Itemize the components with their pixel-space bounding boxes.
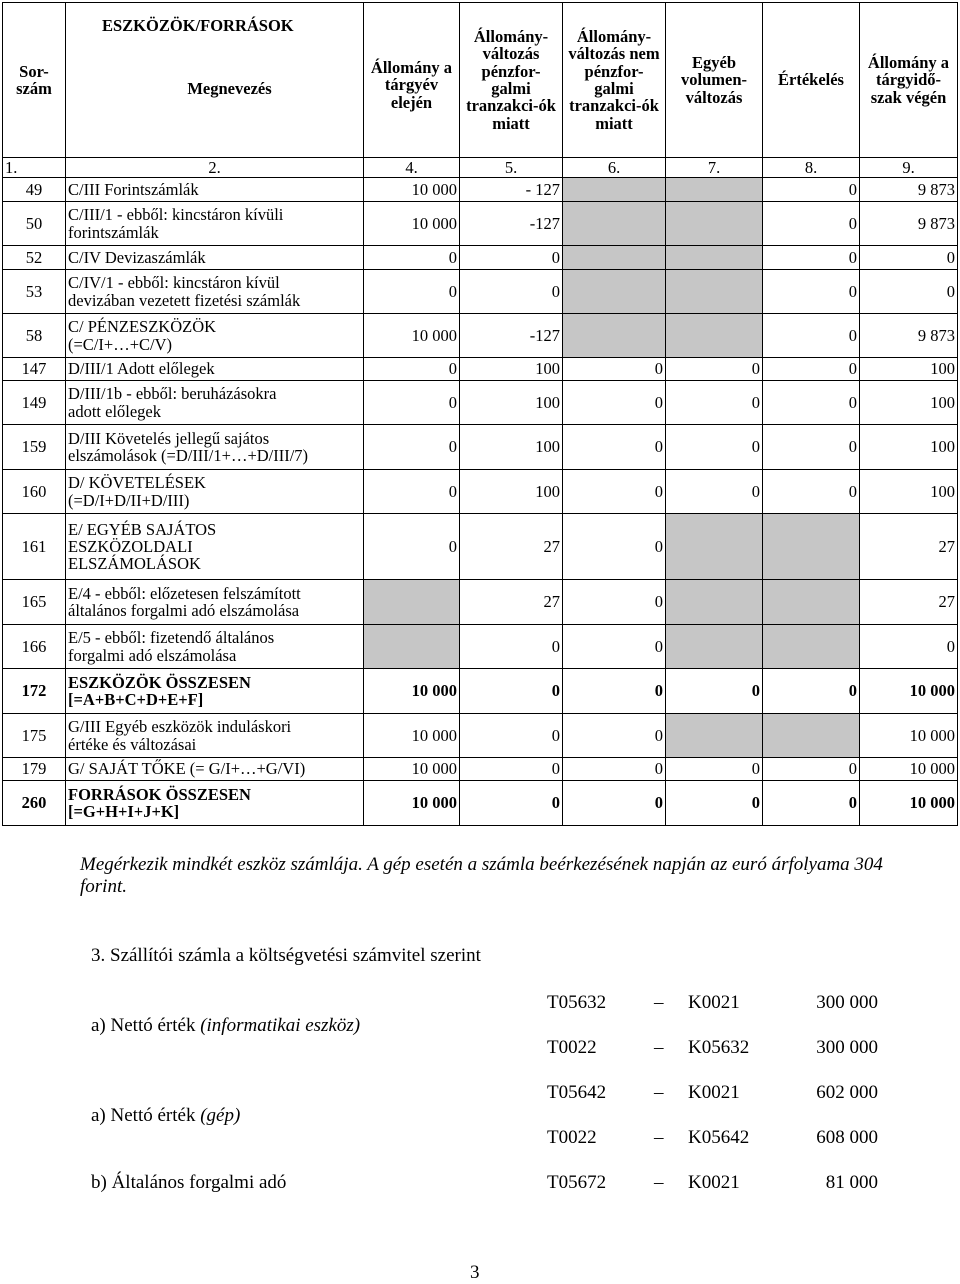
cell-c4: 10 000: [364, 714, 460, 758]
credit-account: K05632: [688, 1037, 750, 1058]
ledger-entry: [0, 1082, 960, 1106]
row-number: 53: [3, 270, 66, 314]
cell-c5: -127: [460, 314, 563, 358]
cell-c6: 0: [563, 580, 666, 625]
cell-c7: 0: [666, 425, 763, 470]
cell-c7: [666, 514, 763, 580]
ledger-label-prefix: a) Nettó érték: [91, 1014, 201, 1036]
cell-c5: 0: [460, 270, 563, 314]
cell-c4: 10 000: [364, 314, 460, 358]
ledger-label-prefix: a) Nettó érték: [91, 1104, 201, 1126]
header-egyeb: Egyéb volumen-változás: [666, 3, 763, 158]
row-name: D/ KÖVETELÉSEK (=D/I+D/II+D/III): [66, 470, 364, 514]
row-number: 166: [3, 625, 66, 669]
table-row: [3, 246, 958, 270]
cell-c7: 0: [666, 781, 763, 826]
cell-c8: [763, 580, 860, 625]
row-name: C/IV/1 - ebből: kincstáron kívül devizában vezetett fizetési számlák: [66, 270, 364, 314]
cell-c6: [563, 270, 666, 314]
row-number: 165: [3, 580, 66, 625]
cell-c9: 10 000: [860, 758, 958, 781]
cell-c5: 0: [460, 669, 563, 714]
header-megnevezes: Megnevezés: [187, 79, 272, 99]
cell-c9: 27: [860, 580, 958, 625]
balance-table: [2, 2, 958, 826]
row-number: 179: [3, 758, 66, 781]
cell-c6: 0: [563, 425, 666, 470]
ledger-label-text: [91, 1105, 240, 1127]
cell-c9: 100: [860, 358, 958, 381]
row-name: E/5 - ebből: fizetendő általános forgalmi adó elszámolása: [66, 625, 364, 669]
header-megnevezes-cell: [66, 3, 364, 158]
table-row: [3, 470, 958, 514]
row-name: D/III Követelés jellegű sajátos elszámolások (=D/III/1+…+D/III/7): [66, 425, 364, 470]
cell-c5: 100: [460, 358, 563, 381]
cell-c6: [563, 314, 666, 358]
colnum-2: 2.: [66, 158, 364, 178]
note-text: Megérkezik mindkét eszköz számlája. A gép esetén a számla beérkezésének napján az euró árfolyama 304 forint.: [80, 854, 883, 897]
cell-c7: [666, 314, 763, 358]
cell-c9: 10 000: [860, 669, 958, 714]
credit-account: K05642: [688, 1127, 750, 1148]
row-name: C/III/1 - ebből: kincstáron kívüli forintszámlák: [66, 202, 364, 246]
header-eszkozok: ESZKÖZÖK/FORRÁSOK: [102, 16, 294, 35]
row-name: C/IV Devizaszámlák: [66, 246, 364, 270]
row-name: D/III/1b - ebből: beruházásokra adott előlegek: [66, 381, 364, 425]
entry-amount: 602 000: [816, 1082, 878, 1103]
cell-c6: 0: [563, 625, 666, 669]
ledger-label-text: [91, 1172, 286, 1194]
cell-c9: 9 873: [860, 202, 958, 246]
cell-c9: 100: [860, 381, 958, 425]
cell-c4: 10 000: [364, 758, 460, 781]
cell-c6: 0: [563, 714, 666, 758]
ledger-label: [0, 1172, 960, 1196]
debit-account: T0022: [547, 1127, 597, 1148]
cell-c9: 10 000: [860, 714, 958, 758]
row-number: 149: [3, 381, 66, 425]
table-row: [3, 781, 958, 826]
row-number: 175: [3, 714, 66, 758]
table-row: [3, 625, 958, 669]
entry-dash: –: [654, 1172, 664, 1193]
cell-c7: [666, 714, 763, 758]
row-name: G/III Egyéb eszközök induláskori értéke és változásai: [66, 714, 364, 758]
cell-c8: [763, 514, 860, 580]
row-number: 147: [3, 358, 66, 381]
row-number: 50: [3, 202, 66, 246]
cell-c9: 0: [860, 246, 958, 270]
cell-c4: 0: [364, 358, 460, 381]
cell-c4: 0: [364, 425, 460, 470]
row-number: 52: [3, 246, 66, 270]
cell-c7: [666, 202, 763, 246]
row-number: 172: [3, 669, 66, 714]
row-number: 161: [3, 514, 66, 580]
colnum-1: 1.: [3, 158, 66, 178]
cell-c7: 0: [666, 358, 763, 381]
cell-c7: [666, 246, 763, 270]
ledger-entry: [0, 1037, 960, 1061]
row-name: G/ SAJÁT TŐKE (= G/I+…+G/VI): [66, 758, 364, 781]
cell-c6: 0: [563, 781, 666, 826]
entry-amount: 608 000: [816, 1127, 878, 1148]
cell-c9: 9 873: [860, 178, 958, 202]
cell-c6: 0: [563, 758, 666, 781]
cell-c6: 0: [563, 514, 666, 580]
ledger-label-prefix: b) Általános forgalmi adó: [91, 1172, 287, 1193]
row-number: 49: [3, 178, 66, 202]
credit-account: K0021: [688, 1172, 740, 1193]
ledger-label-text: [91, 1015, 360, 1037]
credit-account: K0021: [688, 992, 740, 1013]
cell-c5: 0: [460, 246, 563, 270]
header-sorszam: Sor- szám: [3, 3, 66, 158]
row-number: 260: [3, 781, 66, 826]
ledger-label-italic: (informatikai eszköz): [200, 1014, 361, 1036]
cell-c4: [364, 625, 460, 669]
row-number: 159: [3, 425, 66, 470]
cell-c8: 0: [763, 178, 860, 202]
header-penzforgalmi: Állomány-változás pénzfor-galmi tranzakci-ók miatt: [460, 3, 563, 158]
entry-dash: –: [654, 1127, 664, 1148]
cell-c5: 0: [460, 781, 563, 826]
cell-c9: 0: [860, 625, 958, 669]
cell-c7: [666, 625, 763, 669]
cell-c8: [763, 625, 860, 669]
entry-dash: –: [654, 1037, 664, 1058]
entry-dash: –: [654, 1082, 664, 1103]
cell-c7: [666, 270, 763, 314]
table-row: [3, 514, 958, 580]
cell-c7: 0: [666, 758, 763, 781]
debit-account: T05672: [547, 1172, 607, 1193]
entry-amount: 81 000: [825, 1172, 878, 1193]
header-nem-penzforgalmi: Állomány-változás nem pénzfor-galmi tranzakci-ók miatt: [563, 3, 666, 158]
cell-c8: 0: [763, 470, 860, 514]
cell-c9: 27: [860, 514, 958, 580]
row-number: 58: [3, 314, 66, 358]
table-row: [3, 580, 958, 625]
table-row: [3, 381, 958, 425]
ledger-entry: [0, 1127, 960, 1151]
cell-c9: 100: [860, 425, 958, 470]
cell-c8: 0: [763, 669, 860, 714]
colnum-6: 6.: [563, 158, 666, 178]
table-row: [3, 270, 958, 314]
cell-c7: [666, 580, 763, 625]
cell-c5: 100: [460, 425, 563, 470]
cell-c6: 0: [563, 381, 666, 425]
cell-c7: 0: [666, 669, 763, 714]
cell-c6: 0: [563, 358, 666, 381]
cell-c9: 10 000: [860, 781, 958, 826]
table-row: [3, 425, 958, 470]
ledger-label-italic: (gép): [200, 1104, 241, 1126]
table-row: [3, 202, 958, 246]
cell-c8: [763, 714, 860, 758]
entry-amount: 300 000: [816, 1037, 878, 1058]
debit-account: T05632: [547, 992, 607, 1013]
row-name: D/III/1 Adott előlegek: [66, 358, 364, 381]
credit-account: K0021: [688, 1082, 740, 1103]
header-allomany-elejen: Állomány a tárgyév elején: [364, 3, 460, 158]
cell-c6: 0: [563, 669, 666, 714]
cell-c4: 10 000: [364, 178, 460, 202]
cell-c8: 0: [763, 381, 860, 425]
cell-c4: 0: [364, 470, 460, 514]
row-name: E/4 - ebből: előzetesen felszámított általános forgalmi adó elszámolása: [66, 580, 364, 625]
column-number-row: [3, 158, 958, 178]
debit-account: T0022: [547, 1037, 597, 1058]
cell-c8: 0: [763, 202, 860, 246]
cell-c5: 0: [460, 714, 563, 758]
cell-c5: 0: [460, 625, 563, 669]
cell-c4: 10 000: [364, 669, 460, 714]
cell-c6: [563, 246, 666, 270]
cell-c5: 0: [460, 758, 563, 781]
cell-c5: 27: [460, 580, 563, 625]
header-row: [3, 3, 958, 158]
table-row: [3, 758, 958, 781]
cell-c6: [563, 178, 666, 202]
colnum-8: 8.: [763, 158, 860, 178]
cell-c5: 100: [460, 381, 563, 425]
cell-c7: 0: [666, 381, 763, 425]
table-row: [3, 358, 958, 381]
cell-c4: 10 000: [364, 781, 460, 826]
section-title: 3. Szállítói számla a költségvetési számvitel szerint: [91, 945, 481, 966]
table-row: [3, 314, 958, 358]
cell-c7: [666, 178, 763, 202]
table-row: [3, 178, 958, 202]
cell-c8: 0: [763, 425, 860, 470]
cell-c5: - 127: [460, 178, 563, 202]
colnum-4: 4.: [364, 158, 460, 178]
entry-amount: 300 000: [816, 992, 878, 1013]
cell-c4: 0: [364, 381, 460, 425]
cell-c8: 0: [763, 781, 860, 826]
header-allomany-vegen: Állomány a tárgyidő-szak végén: [860, 3, 958, 158]
row-name: FORRÁSOK ÖSSZESEN [=G+H+I+J+K]: [66, 781, 364, 826]
cell-c8: 0: [763, 358, 860, 381]
cell-c8: 0: [763, 246, 860, 270]
cell-c9: 0: [860, 270, 958, 314]
row-name: C/III Forintszámlák: [66, 178, 364, 202]
colnum-5: 5.: [460, 158, 563, 178]
cell-c5: 100: [460, 470, 563, 514]
cell-c5: -127: [460, 202, 563, 246]
colnum-7: 7.: [666, 158, 763, 178]
ledger-label: [0, 1105, 960, 1129]
cell-c9: 100: [860, 470, 958, 514]
table-row: [3, 669, 958, 714]
row-name: ESZKÖZÖK ÖSSZESEN [=A+B+C+D+E+F]: [66, 669, 364, 714]
cell-c4: 10 000: [364, 202, 460, 246]
ledger-entry: [0, 992, 960, 1016]
colnum-9: 9.: [860, 158, 958, 178]
row-name: E/ EGYÉB SAJÁTOS ESZKÖZOLDALI ELSZÁMOLÁSOK: [66, 514, 364, 580]
row-number: 160: [3, 470, 66, 514]
cell-c4: [364, 580, 460, 625]
cell-c4: 0: [364, 514, 460, 580]
cell-c8: 0: [763, 758, 860, 781]
ledger-label: [0, 1015, 960, 1039]
entry-dash: –: [654, 992, 664, 1013]
cell-c5: 27: [460, 514, 563, 580]
cell-c8: 0: [763, 314, 860, 358]
debit-account: T05642: [547, 1082, 607, 1103]
cell-c8: 0: [763, 270, 860, 314]
cell-c4: 0: [364, 246, 460, 270]
cell-c7: 0: [666, 470, 763, 514]
cell-c4: 0: [364, 270, 460, 314]
header-ertekeles: Értékelés: [763, 3, 860, 158]
cell-c9: 9 873: [860, 314, 958, 358]
cell-c6: [563, 202, 666, 246]
cell-c6: 0: [563, 470, 666, 514]
table-row: [3, 714, 958, 758]
balance-table-body: [3, 178, 958, 826]
row-name: C/ PÉNZESZKÖZÖK (=C/I+…+C/V): [66, 314, 364, 358]
page-number: 3: [470, 1262, 480, 1283]
